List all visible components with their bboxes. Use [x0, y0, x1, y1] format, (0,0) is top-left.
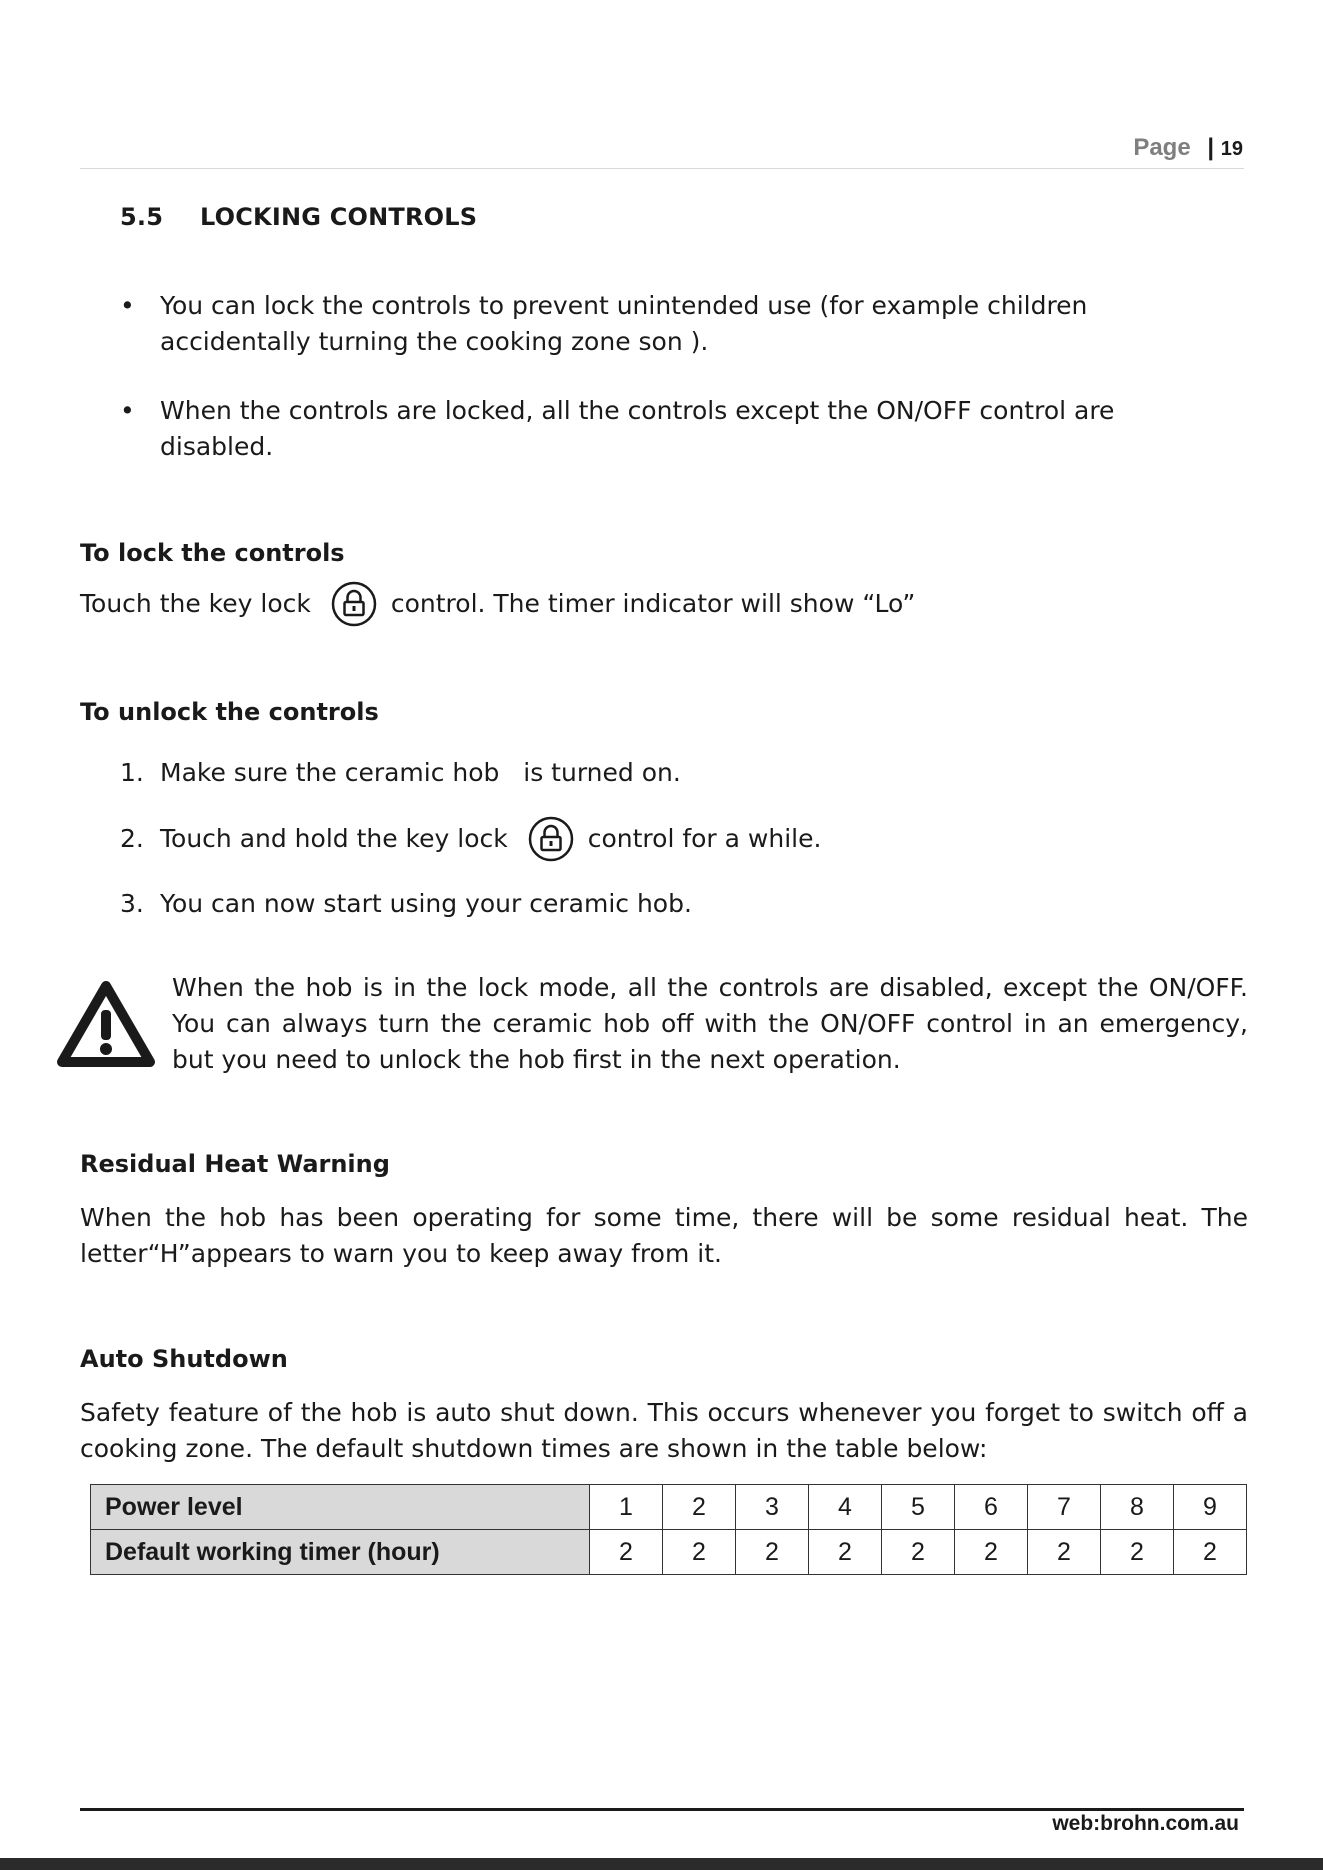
unlock-step	[120, 815, 821, 863]
table-cell: 2	[1101, 1530, 1174, 1575]
shutdown-heading: Auto Shutdown	[80, 1345, 288, 1373]
footer-divider	[80, 1808, 1244, 1811]
table-cell: 3	[736, 1485, 809, 1530]
table-cell: 4	[809, 1485, 882, 1530]
section-number: 5.5	[120, 203, 164, 231]
step-text-after: control for a while.	[587, 824, 822, 853]
warning-text: When the hob is in the lock mode, all the controls are disabled, except the ON/OFF. You can always turn the ceramic hob off with the ON/OFF control in an emergency, but you need to unlock the hob first in the next operation.	[172, 973, 1248, 1074]
padlock-icon	[528, 816, 574, 862]
shutdown-text: Safety feature of the hob is auto shut down. This occurs whenever you forget to switch off a cooking zone. The default shutdown times are shown in the table below:	[80, 1398, 1248, 1463]
working-timer-label: Default working timer (hour)	[91, 1530, 590, 1575]
power-level-label: Power level	[91, 1485, 590, 1530]
step-text: Make sure the ceramic hob is turned on.	[160, 758, 681, 787]
lock-instruction	[80, 580, 915, 628]
bottom-edge-band	[0, 1858, 1323, 1870]
unlock-step	[120, 749, 681, 797]
table-cell: 8	[1101, 1485, 1174, 1530]
lock-text-before: Touch the key lock	[80, 589, 311, 618]
unlock-heading: To unlock the controls	[80, 698, 379, 726]
table-cell: 2	[882, 1530, 955, 1575]
residual-text: When the hob has been operating for some time, there will be some residual heat. The letter“H”appears to warn you to keep away from it.	[80, 1203, 1248, 1268]
unlock-step	[120, 880, 692, 928]
table-cell: 1	[590, 1485, 663, 1530]
step-number: 3.	[120, 889, 144, 918]
page-number-value: 19	[1220, 138, 1243, 160]
lock-heading: To lock the controls	[80, 539, 345, 567]
footer-website: web:brohn.com.au	[1052, 1812, 1239, 1835]
table-cell: 2	[955, 1530, 1028, 1575]
section-title-text: LOCKING CONTROLS	[200, 203, 478, 231]
residual-heading: Residual Heat Warning	[80, 1150, 390, 1178]
table-row	[91, 1530, 1247, 1575]
warning-triangle-icon	[56, 978, 156, 1070]
header-divider	[80, 168, 1244, 169]
page-separator: |	[1207, 134, 1215, 161]
table-row	[91, 1485, 1247, 1530]
table-cell: 2	[663, 1485, 736, 1530]
page-word: Page	[1133, 134, 1191, 161]
table-cell: 6	[955, 1485, 1028, 1530]
section-title	[120, 203, 477, 231]
bullet-glyph: •	[120, 396, 135, 425]
table-cell: 2	[1028, 1530, 1101, 1575]
table-cell: 2	[809, 1530, 882, 1575]
table-cell: 2	[663, 1530, 736, 1575]
table-cell: 7	[1028, 1485, 1101, 1530]
bullet-text: When the controls are locked, all the controls except the ON/OFF control are disabled.	[160, 396, 1115, 461]
lock-text-after: control. The timer indicator will show “Lo”	[390, 589, 916, 618]
table-cell: 2	[736, 1530, 809, 1575]
step-text: You can now start using your ceramic hob.	[160, 889, 692, 918]
shutdown-timer-table	[90, 1484, 1247, 1575]
step-number: 2.	[120, 824, 144, 853]
table-cell: 2	[1174, 1530, 1247, 1575]
step-number: 1.	[120, 758, 144, 787]
table-cell: 5	[882, 1485, 955, 1530]
padlock-icon	[331, 581, 377, 627]
bullet-glyph: •	[120, 291, 135, 320]
table-cell: 9	[1174, 1485, 1247, 1530]
table-cell: 2	[590, 1530, 663, 1575]
page-number	[1133, 134, 1243, 162]
bullet-text: You can lock the controls to prevent unintended use (for example children accidentally turning the cooking zone son ).	[160, 291, 1088, 356]
step-text-before: Touch and hold the key lock	[160, 824, 508, 853]
